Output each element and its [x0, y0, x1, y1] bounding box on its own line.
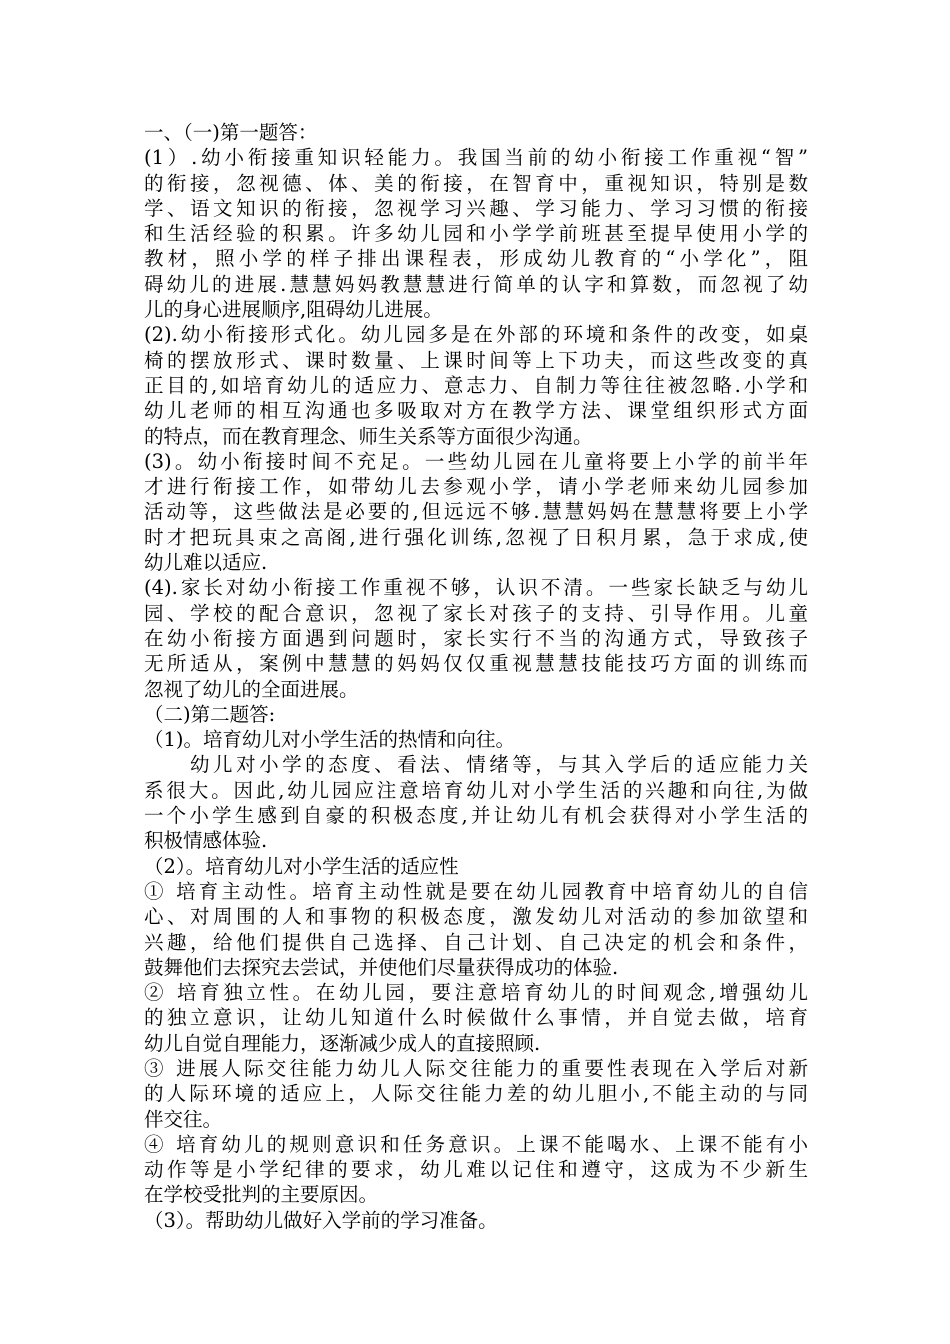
text-line: 教材，照小学的样子排出课程表，形成幼儿教育的“小学化”，阻	[144, 247, 808, 271]
text-line: 幼儿难以适应.	[144, 551, 268, 575]
text-line: 椅的摆放形式、课时数量、上课时间等上下功夫，而这些改变的真	[144, 348, 808, 372]
text-line: 在幼小衔接方面遇到问题时，家长实行不当的沟通方式，导致孩子	[144, 626, 808, 650]
document-page	[144, 120, 808, 1233]
answer-point-1	[144, 727, 808, 752]
text-line: ① 培育主动性。培育主动性就是要在幼儿园教育中培育幼儿的自信	[144, 879, 808, 903]
section-heading-1	[144, 120, 808, 145]
text-line: 在学校受批判的主要原因。	[144, 1183, 379, 1207]
text-line: 儿的身心进展顺序,阻碍幼儿进展。	[144, 298, 443, 322]
text-line: 学、语文知识的衔接，忽视学习兴趣、学习能力、学习习惯的衔接	[144, 196, 808, 220]
numbered-item-2	[144, 980, 808, 1056]
text-line: 的特点，而在教育理念、师生关系等方面很少沟通。	[144, 424, 593, 448]
text-line: 一、（一)第一题答：	[144, 121, 318, 144]
text-line: 鼓舞他们去探究去尝试，并使他们尽量获得成功的体验.	[144, 955, 619, 979]
answer-paragraph-3	[144, 449, 808, 575]
text-line: 一个小学生感到自豪的积极态度,并让幼儿有机会获得对小学生活的	[144, 804, 808, 828]
answer-paragraph-4	[144, 575, 808, 701]
text-line: 的衔接，忽视德、体、美的衔接，在智育中，重视知识，特别是数	[144, 171, 808, 195]
section-heading-2	[144, 702, 808, 727]
text-line: 系很大。因此,幼儿园应注意培育幼儿对小学生活的兴趣和向往,为做	[144, 778, 808, 802]
text-line: 园、学校的配合意识，忽视了家长对孩子的支持、引导作用。儿童	[144, 601, 808, 625]
text-line: 时才把玩具束之高阁,进行强化训练,忽视了日积月累，急于求成,使	[144, 525, 808, 549]
answer-point-2	[144, 854, 808, 879]
text-line: （3）。帮助幼儿做好入学前的学习准备。	[144, 1208, 498, 1232]
text-line: 兴趣，给他们提供自己选择、自己计划、自己决定的机会和条件，	[144, 930, 808, 954]
text-line: 碍幼儿的进展.慧慧妈妈教慧慧进行简单的认字和算数，而忽视了幼	[144, 272, 808, 296]
text-line: 正目的,如培育幼儿的适应力、意志力、自制力等往往被忽略.小学和	[144, 373, 808, 397]
text-line: 幼儿自觉自理能力，逐渐减少成人的直接照顾.	[144, 1031, 541, 1055]
text-line: ③ 进展人际交往能力幼儿人际交往能力的重要性表现在入学后对新	[144, 1056, 808, 1080]
text-line: 伴交往。	[144, 1107, 223, 1131]
text-line: （1)。培育幼儿对小学生活的热情和向往。	[144, 728, 516, 752]
numbered-item-3	[144, 1056, 808, 1132]
text-line: (2).幼小衔接形式化。幼儿园多是在外部的环境和条件的改变，如桌	[144, 323, 808, 347]
text-line: ④ 培育幼儿的规则意识和任务意识。上课不能喝水、上课不能有小	[144, 1132, 808, 1156]
text-line: (4).家长对幼小衔接工作重视不够，认识不清。一些家长缺乏与幼儿	[144, 576, 808, 600]
text-line: (1）.幼小衔接重知识轻能力。我国当前的幼小衔接工作重视“智”	[144, 146, 808, 170]
text-line: 无所适从，案例中慧慧的妈妈仅仅重视慧慧技能技巧方面的训练而	[144, 652, 808, 676]
answer-paragraph-1	[144, 145, 808, 322]
numbered-item-4	[144, 1132, 808, 1208]
text-line: (3)。幼小衔接时间不充足。一些幼儿园在儿童将要上小学的前半年	[144, 449, 808, 473]
text-line: 的独立意识，让幼儿知道什么时候做什么事情，并自觉去做，培育	[144, 1006, 808, 1030]
text-line: （2）。培育幼儿对小学生活的适应性	[144, 854, 459, 878]
answer-paragraph-2	[144, 322, 808, 448]
text-line: 幼儿老师的相互沟通也多吸取对方在教学方法、课堂组织形式方面	[144, 399, 808, 423]
numbered-item-1	[144, 879, 808, 980]
answer-paragraph-5	[144, 752, 808, 853]
text-line: 忽视了幼儿的全面进展。	[144, 677, 359, 701]
text-line: 积极情感体验.	[144, 829, 268, 853]
text-line: 和生活经验的积累。许多幼儿园和小学学前班甚至提早使用小学的	[144, 222, 808, 246]
text-line: 的人际环境的适应上，人际交往能力差的幼儿胆小,不能主动的与同	[144, 1082, 808, 1106]
text-line: ② 培育独立性。在幼儿园，要注意培育幼儿的时间观念,增强幼儿	[144, 981, 808, 1005]
text-line: 幼儿对小学的态度、看法、情绪等，与其入学后的适应能力关	[144, 753, 808, 777]
text-line: 动作等是小学纪律的要求，幼儿难以记住和遵守，这成为不少新生	[144, 1158, 808, 1182]
text-line: （二)第二题答:	[144, 702, 276, 726]
text-line: 才进行衔接工作，如带幼儿去参观小学，请小学老师来幼儿园参加	[144, 475, 808, 499]
answer-point-3	[144, 1208, 808, 1233]
text-line: 心、对周围的人和事物的积极态度，激发幼儿对活动的参加欲望和	[144, 905, 808, 929]
text-line: 活动等，这些做法是必要的,但远远不够.慧慧妈妈在慧慧将要上小学	[144, 500, 808, 524]
